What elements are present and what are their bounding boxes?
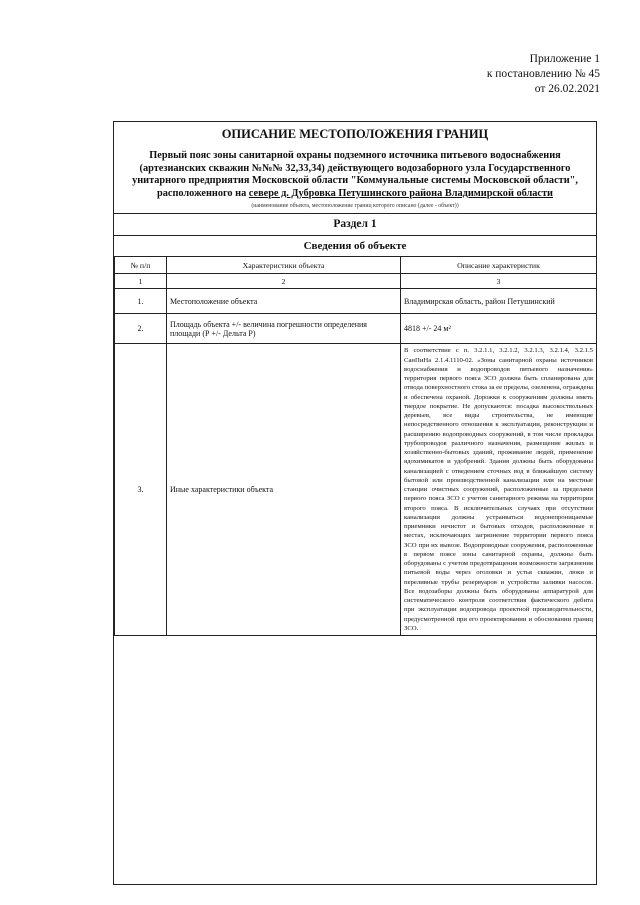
row-value: В соответствие с п. 3.2.1.1, 3.2.1.2, 3.2.1.3, 3.2.1.4, 3.2.1.5 СанПиНа 2.1.4.1110-02. «Зоны санитарной охраны источников водоснабжения и водопроводов питьевого назначения» территория первого пояса ЗСО должна быть спланирована для отвода поверхностного стока за ее пределы, озеленена, ограждена и обеспечена охраной. Дорожки к сооружениям должны иметь твердое покрытие. Не допускаются: посадка высокоствольных деревьев, все виды строительства, не имеющие непосредственного отношения к эксплуатации, реконструкции и расширению водопроводных сооружений, в том числе прокладка трубопроводов различного назначения, размещение жилых и хозяйственно-бытовых зданий, проживание людей, применение ядохимикатов и удобрений. Здания должны быть оборудованы канализацией с отведением сточных вод в ближайшую систему бытовой или производственной канализации или на местные станции очистных сооружений, расположенные за пределами первого пояса ЗСО с учетом санитарного режима на территории второго пояса. В исключительных случаях при отсутствии канализации должны устраиваться водонепроницаемые приемники нечистот и бытовых отходов, расположенные в местах, исключающих загрязнение территории первого пояса ЗСО при их вывозе. Водопроводные сооружения, расположенные в первом поясе зоны санитарной охраны, должны быть оборудованы с учетом предотвращения возможности загрязнения питьевой воды через оголовки и устья скважин, люки и переливные трубы резервуаров и устройства заливки насосов. Все водозаборы должны быть оборудованы аппаратурой для систематического контроля соответствия фактического дебита при эксплуатации водопровода проектной производительности, предусмотренной при его проектировании и обосновании границ ЗСО. (401, 344, 597, 636)
row-number: 1. (115, 289, 167, 314)
subtitle-main: Первый пояс зоны санитарной охраны подземного источника питьевого водоснабжения (артезианских скважин №№№ 32,33,34) действующего водозаборного узла Государственного унитарного предприятия Московской области "Коммунальные системы Московской области", расположенного на (132, 150, 578, 199)
row-number: 2. (115, 314, 167, 344)
row-number: 3. (115, 344, 167, 636)
appendix-block (487, 52, 600, 97)
table-row (115, 314, 597, 344)
appendix-line-1: Приложение 1 (529, 53, 600, 65)
row-characteristic: Иные характеристики объекта (167, 344, 401, 636)
section-subheading: Сведения об объекте (114, 235, 596, 256)
header-characteristics: Характеристики объекта (167, 257, 401, 274)
document-title: ОПИСАНИЕ МЕСТОПОЛОЖЕНИЯ ГРАНИЦ (221, 127, 489, 141)
table-row (115, 344, 597, 636)
appendix-line-3: от 26.02.2021 (534, 83, 600, 95)
table-row (115, 289, 597, 314)
row-characteristic: Местоположение объекта (167, 289, 401, 314)
document-subtitle (114, 142, 596, 200)
subtitle-note: (наименование объекта, местоположение границ которого описано (далее - объект)) (251, 203, 459, 210)
row-characteristic: Площадь объекта +/- величина погрешности определения площади (Р +/- Дельта Р) (167, 314, 401, 344)
row-value: Владимирская область, район Петушинский (401, 289, 597, 314)
header-description: Описание характеристик (401, 257, 597, 274)
document-frame (113, 121, 597, 885)
column-number-row (115, 274, 597, 289)
row-value: 4818 +/- 24 м² (401, 314, 597, 344)
table-header-row (115, 257, 597, 274)
col-number-1: 1 (115, 274, 167, 289)
col-number-3: 3 (401, 274, 597, 289)
header-num: № п/п (115, 257, 167, 274)
appendix-line-2: к постановлению № 45 (486, 68, 600, 80)
object-table (114, 256, 597, 636)
col-number-2: 2 (167, 274, 401, 289)
section-heading: Раздел 1 (114, 213, 596, 235)
subtitle-underlined: севере д. Дубровка Петушинского района Владимирской области (248, 187, 553, 199)
